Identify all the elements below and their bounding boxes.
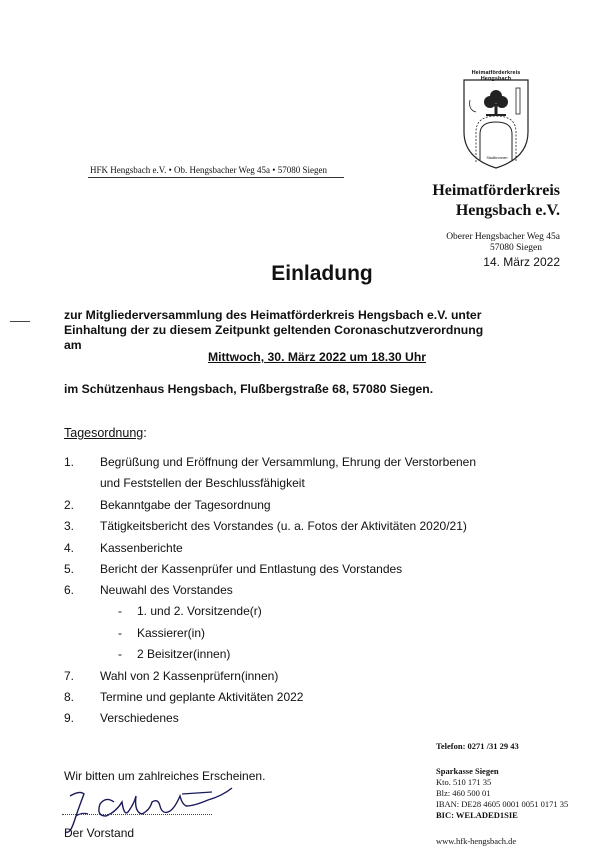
org-name-line-1: Heimatförderkreis [432, 182, 560, 199]
agenda-number: 9. [64, 711, 75, 725]
agenda-number: 3. [64, 519, 75, 533]
agenda-item: Bericht der Kassenprüfer und Entlastung des Vorstandes [100, 562, 403, 576]
agenda-heading-colon: : [143, 426, 147, 440]
agenda-item: Begrüßung und Eröffnung der Versammlung, Ehrung der Verstorbenen [100, 455, 477, 469]
sub-item: Kassierer(in) [137, 626, 206, 640]
signer-name: Der Vorstand [64, 826, 135, 840]
address-street: Oberer Hengsbacher Weg 45a [446, 232, 560, 242]
org-name-line-2: Hengsbach e.V. [455, 202, 560, 219]
agenda-item-continuation: und Feststellen der Beschlussfähigkeit [100, 476, 305, 490]
intro-text [64, 308, 544, 353]
sub-item-dash: - [118, 626, 122, 640]
agenda-item: Neuwahl des Vorstandes [100, 583, 233, 597]
letter-date: 14. März 2022 [483, 255, 560, 269]
intro-line-2: Einhaltung der zu diesem Zeitpunkt geltenden Coronaschutzverordnung [64, 323, 484, 337]
meeting-location: im Schützenhaus Hengsbach, Flußbergstraße 68, 57080 Siegen. [64, 382, 434, 396]
agenda-item: Verschiedenes [100, 711, 179, 725]
agenda-number: 4. [64, 541, 75, 555]
agenda-heading [64, 426, 147, 440]
sub-item: 2 Beisitzer(innen) [137, 647, 231, 661]
intro-line-3: am [64, 338, 82, 352]
sub-item-dash: - [118, 604, 122, 618]
crest-title: Heimatförderkreis Hengsbach [471, 70, 521, 82]
agenda-item: Wahl von 2 Kassenprüfern(innen) [100, 669, 279, 683]
bank-blz: Blz: 460 500 01 [436, 788, 491, 798]
agenda-number: 7. [64, 669, 75, 683]
crest-logo [458, 70, 534, 170]
bank-name: Sparkasse Siegen [436, 766, 499, 776]
intro-line-1: zur Mitgliederversammlung des Heimatförderkreis Hengsbach e.V. unter [64, 308, 482, 322]
website-link[interactable]: www.hfk-hengsbach.de [436, 836, 517, 846]
agenda-number: 1. [64, 455, 75, 469]
fold-mark [10, 321, 30, 322]
address-city: 57080 Siegen [490, 243, 542, 253]
agenda-item: Tätigkeitsbericht des Vorstandes (u. a. Fotos der Aktivitäten 2020/21) [100, 519, 467, 533]
sub-item-dash: - [118, 647, 122, 661]
meeting-date: Mittwoch, 30. März 2022 um 18.30 Uhr [207, 350, 427, 364]
agenda-heading-label: Tagesordnung [64, 426, 144, 440]
crest-caption: Stadtbrunnen [486, 156, 508, 160]
sender-divider [88, 177, 344, 178]
sub-item: 1. und 2. Vorsitzende(r) [137, 604, 262, 618]
agenda-number: 6. [64, 583, 75, 597]
contact-phone: Telefon: 0271 /31 29 43 [436, 741, 519, 751]
agenda-number: 2. [64, 498, 75, 512]
bank-bic: BIC: WELADED1SIE [436, 810, 518, 820]
agenda-number: 8. [64, 690, 75, 704]
page-title: Einladung [271, 262, 373, 285]
agenda-item: Bekanntgabe der Tagesordnung [100, 498, 271, 512]
org-name [415, 181, 560, 221]
agenda-item: Kassenberichte [100, 541, 183, 555]
sender-line: HFK Hengsbach e.V. • Ob. Hengsbacher Weg 45a • 57080 Siegen [90, 165, 327, 175]
org-address [400, 232, 560, 254]
closing-text: Wir bitten um zahlreiches Erscheinen. [64, 769, 266, 783]
signature-line [62, 814, 212, 815]
agenda-number: 5. [64, 562, 75, 576]
bank-account: Kto. 510 171 35 [436, 777, 492, 787]
bank-iban: IBAN: DE28 4605 0001 0051 0171 35 [436, 799, 569, 809]
agenda-item: Termine und geplante Aktivitäten 2022 [100, 690, 304, 704]
